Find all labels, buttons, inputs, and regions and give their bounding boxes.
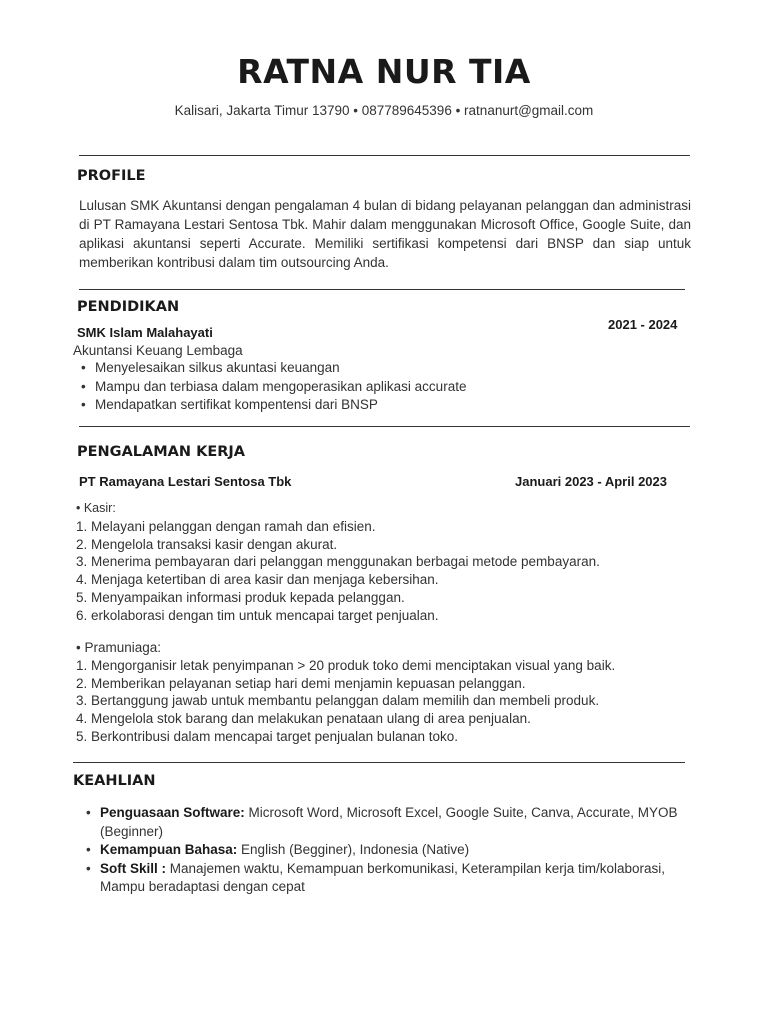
skill-item [82, 841, 682, 860]
role-duty: 5. Berkontribusi dalam mencapai target penjualan bulanan toko. [76, 728, 458, 744]
role-heading: • Kasir: [76, 501, 116, 515]
candidate-name: RATNA NUR TIA [237, 52, 531, 91]
role-shop-assistant [76, 639, 615, 746]
skill-text: Manajemen waktu, Kemampuan berkomunikasi, Keterampilan kerja tim/kolaborasi, Mampu beradaptasi dengan cepat [100, 860, 665, 894]
education-major: Akuntansi Keuang Lembaga [73, 343, 243, 358]
school-name: SMK Islam Malahayati [77, 325, 213, 340]
skill-text: English (Begginer), Indonesia (Native) [237, 842, 470, 857]
skill-text: Microsoft Word, Microsoft Excel, Google Suite, Canva, Accurate, MYOB (Beginner) [100, 805, 678, 839]
role-duty: 2. Memberikan pelayanan setiap hari demi menjamin kepuasan pelanggan. [76, 675, 526, 691]
role-duty: 3. Bertanggung jawab untuk membantu pelanggan dalam memilih dan membeli produk. [76, 693, 600, 709]
role-duty: 5. Menyampaikan informasi produk kepada pelanggan. [76, 589, 405, 605]
education-points [77, 359, 466, 415]
education-heading: PENDIDIKAN [77, 299, 180, 315]
company-name: PT Ramayana Lestari Sentosa Tbk [79, 474, 292, 489]
role-duty: 6. erkolaborasi dengan tim untuk mencapai target penjualan. [76, 607, 439, 623]
skills-list [82, 804, 682, 897]
list-item: • Mendapatkan sertifikat kompentensi dari BNSP [77, 396, 466, 415]
skill-label: Penguasaan Software: [100, 805, 245, 820]
education-years: 2021 - 2024 [608, 317, 678, 332]
role-duty: 2. Mengelola transaksi kasir dengan akurat. [76, 536, 338, 552]
divider [79, 155, 690, 156]
role-duty: 4. Mengelola stok barang dan melakukan penataan ulang di area penjualan. [76, 711, 531, 727]
skill-item [82, 860, 682, 897]
employment-period: Januari 2023 - April 2023 [515, 474, 667, 489]
skill-item [82, 804, 682, 841]
divider [79, 426, 690, 427]
role-duty: 1. Mengorganisir letak penyimpanan > 20 produk toko demi menciptakan visual yang baik. [76, 657, 616, 673]
divider [79, 289, 685, 290]
role-duty: 1. Melayani pelanggan dengan ramah dan efisien. [76, 518, 376, 534]
skills-heading: KEAHLIAN [73, 773, 156, 789]
role-duty: 3. Menerima pembayaran dari pelanggan menggunakan berbagai metode pembayaran. [76, 554, 600, 570]
skill-label: Kemampuan Bahasa: [100, 842, 238, 857]
profile-heading: PROFILE [77, 168, 146, 184]
list-item: • Menyelesaikan silkus akuntasi keuangan [77, 359, 466, 378]
profile-text: Lulusan SMK Akuntansi dengan pengalaman 4 bulan di bidang pelayanan pelanggan dan administrasi di PT Ramayana Lestari Sentosa Tbk. Mahir dalam menggunakan Microsoft Office, Google Suite, dan aplikasi akuntansi seperti Accurate. Memiliki sertifikasi kompetensi dari BNSP dan siap untuk memberikan kontribusi dalam tim outsourcing Anda. [79, 198, 691, 270]
role-cashier [76, 500, 600, 625]
skill-label: Soft Skill : [100, 860, 167, 876]
list-item: • Mampu dan terbiasa dalam mengoperasikan aplikasi accurate [77, 378, 466, 397]
role-duty: 4. Menjaga ketertiban di area kasir dan menjaga kebersihan. [76, 572, 439, 588]
contact-info: Kalisari, Jakarta Timur 13790 • 087789645396 • ratnanurt@gmail.com [174, 103, 594, 118]
experience-heading: PENGALAMAN KERJA [77, 444, 246, 460]
role-heading: • Pramuniaga: [76, 640, 162, 655]
divider [73, 762, 685, 763]
